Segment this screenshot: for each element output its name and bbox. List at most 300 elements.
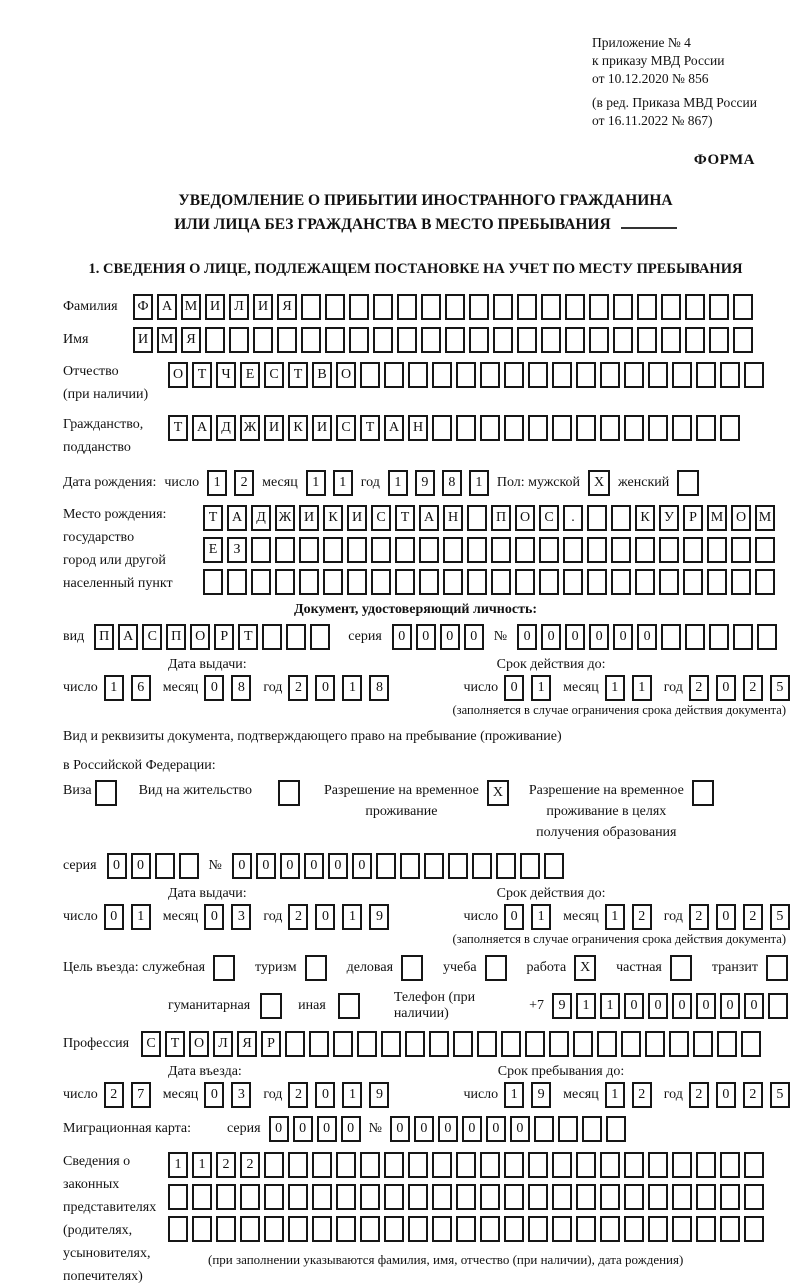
form-cell[interactable]: Ч bbox=[216, 362, 236, 388]
form-cell[interactable] bbox=[408, 1184, 428, 1210]
form-cell[interactable] bbox=[253, 327, 273, 353]
form-cell[interactable] bbox=[587, 537, 607, 563]
form-cell[interactable]: 2 bbox=[104, 1082, 124, 1108]
form-cell[interactable] bbox=[480, 1184, 500, 1210]
form-cell[interactable] bbox=[731, 537, 751, 563]
form-cell[interactable] bbox=[709, 294, 729, 320]
form-cell[interactable]: К bbox=[635, 505, 655, 531]
form-cell[interactable]: 2 bbox=[689, 1082, 709, 1108]
form-cell[interactable] bbox=[419, 569, 439, 595]
form-cell[interactable]: Д bbox=[216, 415, 236, 441]
form-cell[interactable] bbox=[720, 1184, 740, 1210]
form-cell[interactable] bbox=[720, 415, 740, 441]
form-cell[interactable] bbox=[768, 993, 788, 1019]
form-cell[interactable] bbox=[741, 1031, 761, 1057]
form-cell[interactable]: С bbox=[264, 362, 284, 388]
form-cell[interactable]: 1 bbox=[605, 904, 625, 930]
form-cell[interactable] bbox=[371, 569, 391, 595]
form-cell[interactable] bbox=[168, 1184, 188, 1210]
form-cell[interactable]: 0 bbox=[280, 853, 300, 879]
form-cell[interactable] bbox=[480, 1216, 500, 1242]
form-cell[interactable] bbox=[384, 362, 404, 388]
form-cell[interactable] bbox=[541, 327, 561, 353]
form-cell[interactable] bbox=[600, 1216, 620, 1242]
form-cell[interactable] bbox=[683, 569, 703, 595]
form-cell[interactable]: 2 bbox=[288, 904, 308, 930]
form-cell[interactable] bbox=[733, 624, 753, 650]
form-cell[interactable] bbox=[262, 624, 282, 650]
form-cell[interactable]: 0 bbox=[107, 853, 127, 879]
form-cell[interactable] bbox=[397, 327, 417, 353]
form-cell[interactable] bbox=[325, 327, 345, 353]
form-cell[interactable] bbox=[491, 537, 511, 563]
form-cell[interactable] bbox=[443, 569, 463, 595]
form-cell[interactable] bbox=[504, 1216, 524, 1242]
form-cell[interactable] bbox=[515, 569, 535, 595]
form-cell[interactable] bbox=[539, 537, 559, 563]
form-cell[interactable] bbox=[525, 1031, 545, 1057]
form-cell[interactable]: 0 bbox=[510, 1116, 530, 1142]
form-cell[interactable] bbox=[744, 362, 764, 388]
form-cell[interactable]: 0 bbox=[589, 624, 609, 650]
form-cell[interactable]: 0 bbox=[416, 624, 436, 650]
form-cell[interactable] bbox=[517, 294, 537, 320]
form-cell[interactable]: 5 bbox=[770, 1082, 790, 1108]
form-cell[interactable]: 0 bbox=[637, 624, 657, 650]
form-cell[interactable] bbox=[544, 853, 564, 879]
form-cell[interactable] bbox=[733, 327, 753, 353]
form-cell[interactable] bbox=[733, 294, 753, 320]
form-cell[interactable]: И bbox=[205, 294, 225, 320]
form-cell[interactable] bbox=[504, 1184, 524, 1210]
form-cell[interactable] bbox=[456, 1216, 476, 1242]
form-cell[interactable]: 0 bbox=[720, 993, 740, 1019]
form-cell[interactable] bbox=[467, 505, 487, 531]
form-cell[interactable] bbox=[432, 415, 452, 441]
form-cell[interactable] bbox=[299, 569, 319, 595]
form-cell[interactable] bbox=[384, 1152, 404, 1178]
form-cell[interactable] bbox=[539, 569, 559, 595]
form-cell[interactable]: 0 bbox=[328, 853, 348, 879]
form-cell[interactable] bbox=[445, 327, 465, 353]
form-cell[interactable] bbox=[528, 1152, 548, 1178]
form-cell[interactable]: 0 bbox=[541, 624, 561, 650]
form-cell[interactable] bbox=[288, 1216, 308, 1242]
form-cell[interactable] bbox=[565, 327, 585, 353]
form-cell[interactable]: 1 bbox=[388, 470, 408, 496]
form-cell[interactable]: 8 bbox=[369, 675, 389, 701]
form-cell[interactable] bbox=[360, 1152, 380, 1178]
form-cell[interactable]: Т bbox=[360, 415, 380, 441]
form-cell[interactable]: X bbox=[487, 780, 509, 806]
form-cell[interactable] bbox=[373, 327, 393, 353]
form-cell[interactable]: 6 bbox=[131, 675, 151, 701]
form-cell[interactable] bbox=[278, 780, 300, 806]
form-cell[interactable] bbox=[659, 537, 679, 563]
form-cell[interactable] bbox=[216, 1184, 236, 1210]
form-cell[interactable] bbox=[275, 569, 295, 595]
form-cell[interactable]: 2 bbox=[743, 1082, 763, 1108]
form-cell[interactable] bbox=[661, 294, 681, 320]
form-cell[interactable]: 0 bbox=[317, 1116, 337, 1142]
form-cell[interactable] bbox=[192, 1216, 212, 1242]
form-cell[interactable]: 2 bbox=[689, 675, 709, 701]
form-cell[interactable] bbox=[309, 1031, 329, 1057]
form-cell[interactable] bbox=[597, 1031, 617, 1057]
form-cell[interactable]: М bbox=[755, 505, 775, 531]
form-cell[interactable] bbox=[600, 1184, 620, 1210]
form-cell[interactable]: 0 bbox=[352, 853, 372, 879]
form-cell[interactable] bbox=[720, 1152, 740, 1178]
form-cell[interactable] bbox=[573, 1031, 593, 1057]
form-cell[interactable] bbox=[576, 1216, 596, 1242]
form-cell[interactable] bbox=[558, 1116, 578, 1142]
form-cell[interactable] bbox=[493, 327, 513, 353]
form-cell[interactable]: О bbox=[189, 1031, 209, 1057]
form-cell[interactable]: А bbox=[384, 415, 404, 441]
form-cell[interactable] bbox=[260, 993, 282, 1019]
form-cell[interactable]: О bbox=[336, 362, 356, 388]
form-cell[interactable] bbox=[600, 362, 620, 388]
form-cell[interactable]: 8 bbox=[231, 675, 251, 701]
form-cell[interactable] bbox=[696, 415, 716, 441]
form-cell[interactable] bbox=[424, 853, 444, 879]
form-cell[interactable]: М bbox=[157, 327, 177, 353]
form-cell[interactable] bbox=[744, 1152, 764, 1178]
form-cell[interactable] bbox=[371, 537, 391, 563]
form-cell[interactable]: С bbox=[539, 505, 559, 531]
form-cell[interactable]: А bbox=[118, 624, 138, 650]
form-cell[interactable]: А bbox=[227, 505, 247, 531]
form-cell[interactable] bbox=[707, 569, 727, 595]
form-cell[interactable]: 2 bbox=[632, 904, 652, 930]
form-cell[interactable] bbox=[685, 327, 705, 353]
form-cell[interactable]: И bbox=[347, 505, 367, 531]
form-cell[interactable] bbox=[312, 1152, 332, 1178]
form-cell[interactable] bbox=[312, 1216, 332, 1242]
form-cell[interactable] bbox=[285, 1031, 305, 1057]
form-cell[interactable] bbox=[755, 537, 775, 563]
form-cell[interactable] bbox=[467, 569, 487, 595]
form-cell[interactable] bbox=[552, 1216, 572, 1242]
form-cell[interactable]: 0 bbox=[390, 1116, 410, 1142]
form-cell[interactable]: 0 bbox=[744, 993, 764, 1019]
form-cell[interactable]: 0 bbox=[613, 624, 633, 650]
form-cell[interactable] bbox=[445, 294, 465, 320]
form-cell[interactable]: 0 bbox=[648, 993, 668, 1019]
form-cell[interactable] bbox=[635, 537, 655, 563]
form-cell[interactable] bbox=[227, 569, 247, 595]
form-cell[interactable]: 0 bbox=[716, 675, 736, 701]
form-cell[interactable] bbox=[421, 327, 441, 353]
form-cell[interactable] bbox=[528, 415, 548, 441]
form-cell[interactable] bbox=[251, 537, 271, 563]
form-cell[interactable]: О bbox=[515, 505, 535, 531]
form-cell[interactable] bbox=[606, 1116, 626, 1142]
form-cell[interactable]: И bbox=[299, 505, 319, 531]
form-cell[interactable]: 1 bbox=[605, 675, 625, 701]
form-cell[interactable]: А bbox=[419, 505, 439, 531]
form-cell[interactable] bbox=[491, 569, 511, 595]
form-cell[interactable]: Р bbox=[683, 505, 703, 531]
form-cell[interactable] bbox=[611, 505, 631, 531]
form-cell[interactable]: В bbox=[312, 362, 332, 388]
form-cell[interactable] bbox=[685, 624, 705, 650]
form-cell[interactable] bbox=[504, 415, 524, 441]
form-cell[interactable] bbox=[432, 362, 452, 388]
form-cell[interactable] bbox=[600, 415, 620, 441]
form-cell[interactable]: 1 bbox=[168, 1152, 188, 1178]
form-cell[interactable]: Ж bbox=[240, 415, 260, 441]
form-cell[interactable] bbox=[587, 569, 607, 595]
form-cell[interactable] bbox=[456, 415, 476, 441]
form-cell[interactable] bbox=[515, 537, 535, 563]
form-cell[interactable] bbox=[264, 1184, 284, 1210]
form-cell[interactable] bbox=[600, 1152, 620, 1178]
form-cell[interactable]: 0 bbox=[392, 624, 412, 650]
form-cell[interactable] bbox=[408, 362, 428, 388]
form-cell[interactable] bbox=[493, 294, 513, 320]
form-cell[interactable]: Л bbox=[213, 1031, 233, 1057]
form-cell[interactable] bbox=[720, 1216, 740, 1242]
form-cell[interactable]: 2 bbox=[288, 675, 308, 701]
form-cell[interactable] bbox=[336, 1184, 356, 1210]
form-cell[interactable] bbox=[731, 569, 751, 595]
form-cell[interactable] bbox=[192, 1184, 212, 1210]
form-cell[interactable] bbox=[477, 1031, 497, 1057]
form-cell[interactable] bbox=[347, 569, 367, 595]
form-cell[interactable]: 1 bbox=[333, 470, 353, 496]
form-cell[interactable]: М bbox=[181, 294, 201, 320]
form-cell[interactable]: 1 bbox=[131, 904, 151, 930]
form-cell[interactable] bbox=[696, 1216, 716, 1242]
form-cell[interactable] bbox=[648, 1216, 668, 1242]
form-cell[interactable] bbox=[469, 327, 489, 353]
form-cell[interactable] bbox=[168, 1216, 188, 1242]
form-cell[interactable] bbox=[648, 362, 668, 388]
form-cell[interactable]: Т bbox=[238, 624, 258, 650]
form-cell[interactable]: И bbox=[312, 415, 332, 441]
form-cell[interactable]: 0 bbox=[672, 993, 692, 1019]
form-cell[interactable] bbox=[205, 327, 225, 353]
form-cell[interactable]: 0 bbox=[414, 1116, 434, 1142]
form-cell[interactable] bbox=[338, 993, 360, 1019]
form-cell[interactable]: Д bbox=[251, 505, 271, 531]
form-cell[interactable] bbox=[552, 1152, 572, 1178]
form-cell[interactable]: X bbox=[574, 955, 596, 981]
form-cell[interactable]: Я bbox=[277, 294, 297, 320]
form-cell[interactable] bbox=[755, 569, 775, 595]
form-cell[interactable] bbox=[709, 327, 729, 353]
form-cell[interactable] bbox=[696, 1184, 716, 1210]
form-cell[interactable] bbox=[373, 294, 393, 320]
form-cell[interactable]: 0 bbox=[232, 853, 252, 879]
form-cell[interactable] bbox=[661, 327, 681, 353]
form-cell[interactable] bbox=[685, 294, 705, 320]
form-cell[interactable] bbox=[589, 327, 609, 353]
form-cell[interactable] bbox=[288, 1184, 308, 1210]
form-cell[interactable]: Н bbox=[408, 415, 428, 441]
form-cell[interactable]: Л bbox=[229, 294, 249, 320]
form-cell[interactable]: 0 bbox=[293, 1116, 313, 1142]
form-cell[interactable]: 2 bbox=[240, 1152, 260, 1178]
form-cell[interactable]: Т bbox=[168, 415, 188, 441]
form-cell[interactable] bbox=[534, 1116, 554, 1142]
form-cell[interactable] bbox=[432, 1184, 452, 1210]
form-cell[interactable]: О bbox=[168, 362, 188, 388]
form-cell[interactable] bbox=[408, 1152, 428, 1178]
form-cell[interactable]: 0 bbox=[486, 1116, 506, 1142]
form-cell[interactable]: 1 bbox=[504, 1082, 524, 1108]
form-cell[interactable]: 9 bbox=[531, 1082, 551, 1108]
form-cell[interactable] bbox=[661, 624, 681, 650]
form-cell[interactable]: 2 bbox=[288, 1082, 308, 1108]
form-cell[interactable]: П bbox=[94, 624, 114, 650]
form-cell[interactable] bbox=[496, 853, 516, 879]
form-cell[interactable] bbox=[213, 955, 235, 981]
form-cell[interactable]: Е bbox=[203, 537, 223, 563]
form-cell[interactable] bbox=[552, 362, 572, 388]
form-cell[interactable] bbox=[384, 1184, 404, 1210]
form-cell[interactable] bbox=[395, 569, 415, 595]
form-cell[interactable] bbox=[659, 569, 679, 595]
form-cell[interactable]: 3 bbox=[231, 1082, 251, 1108]
form-cell[interactable] bbox=[349, 294, 369, 320]
form-cell[interactable] bbox=[635, 569, 655, 595]
form-cell[interactable] bbox=[669, 1031, 689, 1057]
form-cell[interactable]: Р bbox=[214, 624, 234, 650]
form-cell[interactable] bbox=[179, 853, 199, 879]
form-cell[interactable] bbox=[349, 327, 369, 353]
form-cell[interactable]: 1 bbox=[632, 675, 652, 701]
form-cell[interactable]: Е bbox=[240, 362, 260, 388]
form-cell[interactable]: 2 bbox=[632, 1082, 652, 1108]
form-cell[interactable] bbox=[323, 569, 343, 595]
form-cell[interactable] bbox=[520, 853, 540, 879]
form-cell[interactable] bbox=[397, 294, 417, 320]
form-cell[interactable] bbox=[305, 955, 327, 981]
form-cell[interactable] bbox=[766, 955, 788, 981]
form-cell[interactable] bbox=[419, 537, 439, 563]
form-cell[interactable]: 0 bbox=[624, 993, 644, 1019]
form-cell[interactable] bbox=[672, 362, 692, 388]
form-cell[interactable] bbox=[648, 1184, 668, 1210]
form-cell[interactable] bbox=[299, 537, 319, 563]
form-cell[interactable]: 2 bbox=[689, 904, 709, 930]
form-cell[interactable]: 0 bbox=[256, 853, 276, 879]
form-cell[interactable] bbox=[469, 294, 489, 320]
form-cell[interactable]: 2 bbox=[216, 1152, 236, 1178]
form-cell[interactable]: 3 bbox=[231, 904, 251, 930]
form-cell[interactable]: 0 bbox=[315, 1082, 335, 1108]
form-cell[interactable]: 1 bbox=[342, 675, 362, 701]
form-cell[interactable]: М bbox=[707, 505, 727, 531]
form-cell[interactable] bbox=[621, 1031, 641, 1057]
form-cell[interactable] bbox=[485, 955, 507, 981]
form-cell[interactable] bbox=[648, 1152, 668, 1178]
form-cell[interactable] bbox=[472, 853, 492, 879]
form-cell[interactable] bbox=[501, 1031, 521, 1057]
form-cell[interactable] bbox=[504, 1152, 524, 1178]
form-cell[interactable] bbox=[301, 327, 321, 353]
form-cell[interactable]: 0 bbox=[504, 675, 524, 701]
form-cell[interactable]: 0 bbox=[341, 1116, 361, 1142]
form-cell[interactable]: 5 bbox=[770, 675, 790, 701]
form-cell[interactable] bbox=[405, 1031, 425, 1057]
form-cell[interactable]: 5 bbox=[770, 904, 790, 930]
form-cell[interactable] bbox=[456, 362, 476, 388]
form-cell[interactable] bbox=[301, 294, 321, 320]
form-cell[interactable] bbox=[240, 1216, 260, 1242]
form-cell[interactable] bbox=[549, 1031, 569, 1057]
form-cell[interactable]: 2 bbox=[743, 675, 763, 701]
form-cell[interactable]: X bbox=[588, 470, 610, 496]
form-cell[interactable] bbox=[670, 955, 692, 981]
form-cell[interactable] bbox=[693, 1031, 713, 1057]
form-cell[interactable] bbox=[408, 1216, 428, 1242]
form-cell[interactable]: Т bbox=[192, 362, 212, 388]
form-cell[interactable] bbox=[429, 1031, 449, 1057]
form-cell[interactable] bbox=[744, 1184, 764, 1210]
form-cell[interactable] bbox=[347, 537, 367, 563]
form-cell[interactable] bbox=[624, 415, 644, 441]
form-cell[interactable] bbox=[528, 1216, 548, 1242]
form-cell[interactable] bbox=[757, 624, 777, 650]
form-cell[interactable] bbox=[310, 624, 330, 650]
form-cell[interactable]: Я bbox=[237, 1031, 257, 1057]
form-cell[interactable]: А bbox=[192, 415, 212, 441]
form-cell[interactable] bbox=[443, 537, 463, 563]
form-cell[interactable] bbox=[229, 327, 249, 353]
form-cell[interactable] bbox=[325, 294, 345, 320]
form-cell[interactable]: 1 bbox=[576, 993, 596, 1019]
form-cell[interactable] bbox=[203, 569, 223, 595]
form-cell[interactable] bbox=[333, 1031, 353, 1057]
form-cell[interactable] bbox=[576, 415, 596, 441]
form-cell[interactable] bbox=[277, 327, 297, 353]
form-cell[interactable]: 0 bbox=[462, 1116, 482, 1142]
form-cell[interactable] bbox=[504, 362, 524, 388]
form-cell[interactable]: 0 bbox=[716, 1082, 736, 1108]
form-cell[interactable]: О bbox=[190, 624, 210, 650]
form-cell[interactable] bbox=[360, 362, 380, 388]
form-cell[interactable]: К bbox=[288, 415, 308, 441]
form-cell[interactable] bbox=[637, 327, 657, 353]
form-cell[interactable]: З bbox=[227, 537, 247, 563]
form-cell[interactable] bbox=[637, 294, 657, 320]
form-cell[interactable] bbox=[587, 505, 607, 531]
form-cell[interactable]: 0 bbox=[464, 624, 484, 650]
form-cell[interactable]: 1 bbox=[600, 993, 620, 1019]
form-cell[interactable] bbox=[709, 624, 729, 650]
form-cell[interactable]: 0 bbox=[565, 624, 585, 650]
form-cell[interactable] bbox=[707, 537, 727, 563]
form-cell[interactable] bbox=[336, 1216, 356, 1242]
form-cell[interactable] bbox=[360, 1216, 380, 1242]
form-cell[interactable]: У bbox=[659, 505, 679, 531]
form-cell[interactable] bbox=[528, 362, 548, 388]
form-cell[interactable]: 0 bbox=[440, 624, 460, 650]
form-cell[interactable] bbox=[563, 537, 583, 563]
form-cell[interactable] bbox=[357, 1031, 377, 1057]
form-cell[interactable]: 8 bbox=[442, 470, 462, 496]
form-cell[interactable]: Н bbox=[443, 505, 463, 531]
form-cell[interactable]: 0 bbox=[716, 904, 736, 930]
form-cell[interactable]: 1 bbox=[531, 904, 551, 930]
form-cell[interactable]: 0 bbox=[204, 1082, 224, 1108]
form-cell[interactable]: Т bbox=[203, 505, 223, 531]
form-cell[interactable]: 1 bbox=[104, 675, 124, 701]
